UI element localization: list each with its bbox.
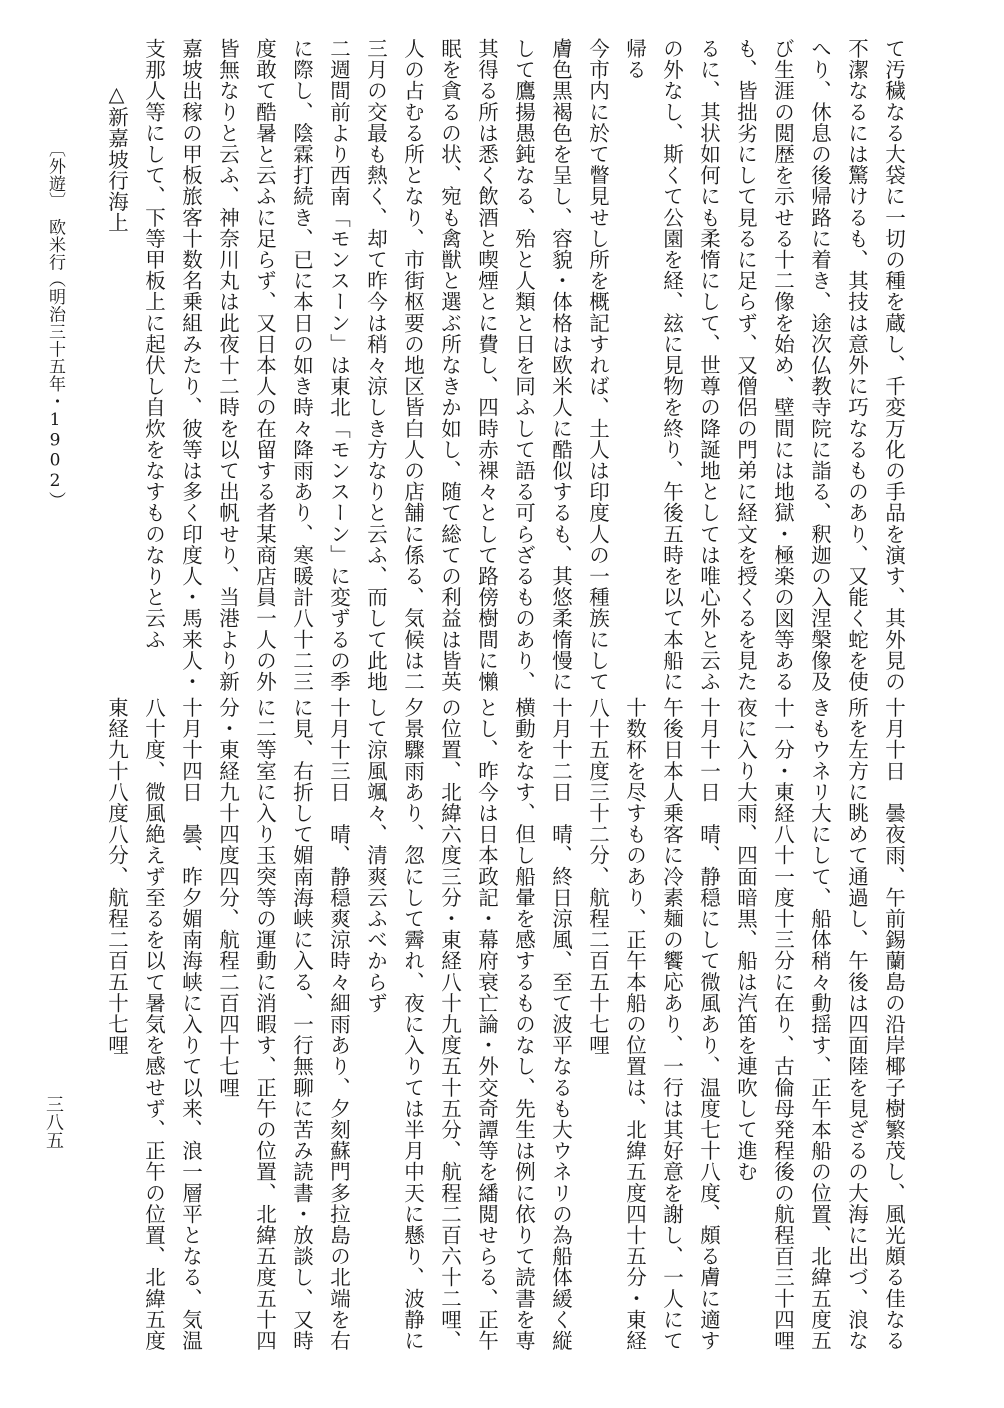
text-column: きもウネリ大にして、船体稍々動揺す、正午本船の位置、北緯五度五 [807, 697, 832, 1352]
text-column: 支那人等にして、下等甲板上に起伏し自炊をなすものなりと云ふ [141, 38, 166, 650]
text-column: 夕景驟雨あり、忽にして霽れ、夜に入りては半月中天に懸り、波静に [400, 697, 425, 1352]
text-column: の外なし、斯くて公園を経、玆に見物を終り、午後五時を以て本船に [659, 38, 684, 693]
text-column: 十数杯を尽すものあり、正午本船の位置は、北緯五度四十五分・東経 [622, 697, 647, 1352]
text-column: 所を左方に眺めて通過し、午後は四面陸を見ざるの大海に出づ、浪な [844, 697, 869, 1352]
text-column: して鷹揚愚鈍なる、殆と人類と日を同ふして語る可らざるものあり、 [511, 38, 536, 693]
text-column: 八十度、微風絶えず至るを以て暑気を感せず、正午の位置、北緯五度 [141, 697, 166, 1352]
text-column: 今市内に於て瞥見せし所を概記すれば、土人は印度人の一種族にして [585, 38, 610, 693]
text-column: も、皆拙劣にして見るに足らず、又僧侶の門弟に経文を授くるを見た [733, 38, 758, 693]
text-column: 横動をなす、但し船暈を感するものなし、先生は例に依りて読書を専 [511, 697, 536, 1352]
text-column: 人の占むる所となり、市街枢要の地区皆白人の店舗に係る、気候は二 [400, 38, 425, 693]
text-column: 不潔なるには驚けるも、其技は意外に巧なるものあり、又能く蛇を使 [844, 38, 869, 693]
text-column: 十月十四日 曇、昨夕媚南海峡に入りて以来、浪一層平となる、気温 [178, 697, 203, 1352]
text-column: して涼風颯々、清爽云ふべからず [363, 697, 388, 1014]
text-column: 眠を貪るの状、宛も禽獣と選ぶ所なきか如し、随て総ての利益は皆英 [437, 38, 462, 693]
text-column: て汚穢なる大袋に一切の種を蔵し、千変万化の手品を演す、其外見の [881, 38, 906, 693]
text-column: へり、休息の後帰路に着き、途次仏教寺院に詣る、釈迦の入涅槃像及 [807, 38, 832, 693]
text-column: 帰る [622, 38, 647, 81]
text-column: るに、其状如何にも柔惰にして、世尊の降誕地としては唯心外と云ふ [696, 38, 721, 693]
text-column: 膚色黒褐色を呈し、容貌・体格は欧米人に酷似するも、其悠柔惰慢に [548, 38, 573, 693]
text-column: の位置、北緯六度三分・東経八十九度五十五分、航程二百六十二哩、 [437, 697, 462, 1352]
text-column: 十一分・東経八十一度十三分に在り、古倫母発程後の航程百三十四哩 [770, 697, 795, 1352]
text-column: に際し、陰霖打続き、已に本日の如き時々降雨あり、寒暖計八十二三 [289, 38, 314, 693]
text-column: 十月十二日 晴、終日涼風、至て波平なるも大ウネリの為船体緩く縦 [548, 697, 573, 1352]
text-column: とし、昨今は日本政記・幕府衰亡論・外交奇譚等を繙閲せらる、正午 [474, 697, 499, 1352]
text-column: 午後日本人乗客に冷素麺の饗応あり、一行は其好意を謝し、一人にて [659, 697, 684, 1352]
text-column: び生涯の閲歴を示せる十二像を始め、壁間には地獄・極楽の図等ある [770, 38, 795, 693]
text-column: 東経九十八度八分、航程二百五十七哩 [104, 697, 129, 1056]
text-column: 皆無なりと云ふ、神奈川丸は此夜十二時を以て出帆せり、当港より新 [215, 38, 240, 693]
text-column: 八十五度三十二分、航程二百五十七哩 [585, 697, 610, 1056]
running-header: 〔外遊〕 欧米行（明治三十五年・1902） [45, 140, 65, 509]
text-column: 十月十日 曇夜雨、午前錫蘭島の沿岸椰子樹繁茂し、風光頗る佳なる [881, 697, 906, 1352]
text-column: 其得る所は悉く飲酒と喫煙とに費し、四時赤裸々として路傍樹間に懶 [474, 38, 499, 693]
text-column: 分・東経九十四度四分、航程二百四十七哩 [215, 697, 240, 1098]
text-column: 夜に入り大雨、四面暗黒、船は汽笛を連吹して進む [733, 697, 758, 1183]
text-column: 嘉坡出稼の甲板旅客十数名乗組みたり、彼等は多く印度人・馬来人・ [178, 38, 203, 693]
page-number: 三八五 [43, 1095, 64, 1149]
text-column: 十月十一日 晴、静穏にして微風あり、温度七十八度、頗る膚に適す [696, 697, 721, 1352]
text-column: 三月の交最も熱く、却て昨今は稍々涼しき方なりと云ふ、而して此地 [363, 38, 388, 693]
text-column: 十月十三日 晴、静穏爽涼時々細雨あり、夕刻蘇門多拉島の北端を右 [326, 697, 351, 1352]
section-heading: △新嘉坡行海上 [104, 82, 129, 234]
text-column: に二等室に入り玉突等の運動に消暇す、正午の位置、北緯五度五十四 [252, 697, 277, 1352]
text-column: 度敢て酷暑と云ふに足らず、又日本人の在留する者某商店員一人の外 [252, 38, 277, 693]
text-column: に見、右折して媚南海峡に入る、一行無聊に苦み読書・放談し、又時 [289, 697, 314, 1352]
text-column: 二週間前より西南「モンスーン」は東北「モンスーン」に変ずるの季 [326, 38, 351, 693]
